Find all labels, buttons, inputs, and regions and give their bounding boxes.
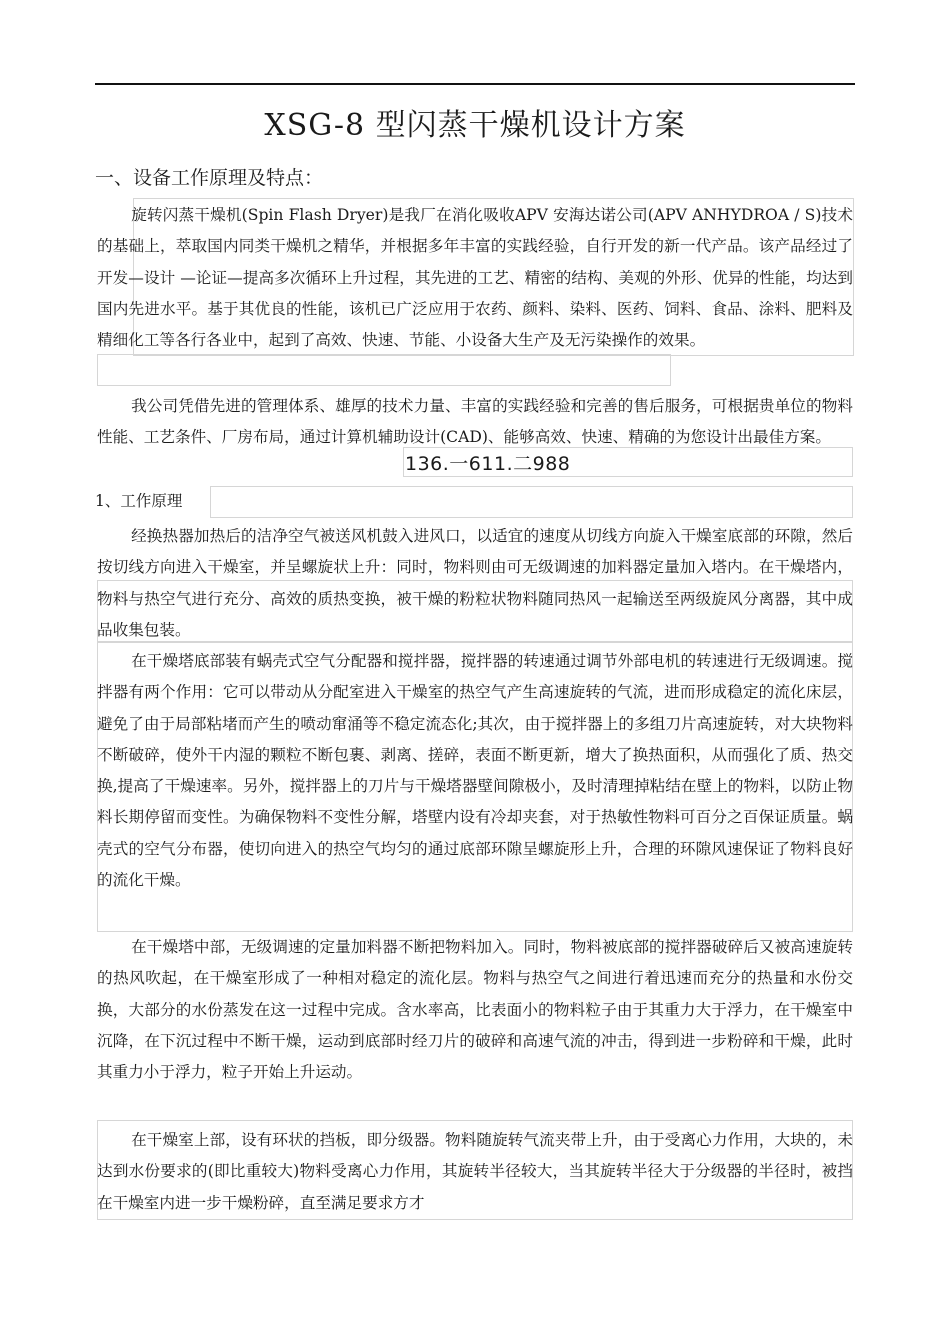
subsection-heading: 1、工作原理: [95, 492, 183, 510]
section-heading: 一、设备工作原理及特点：: [95, 167, 324, 189]
principle-paragraph-1: 经换热器加热后的洁净空气被送风机鼓入进风口，以适宜的速度从切线方向旋入干燥室底部的环隙，然后按切线方向进入干燥室，并呈螺旋状上升：同时，物料则由可无级调速的加料器定量加入塔内。在干燥塔内，物料与热空气进行充分、高效的质热变换，被干燥的粉粒状物料随同热风一起输送至两级旋风分离器，其中成品收集包装。: [97, 527, 853, 639]
principle-paragraph-3: 在干燥塔中部，无级调速的定量加料器不断把物料加入。同时，物料被底部的搅拌器破碎后又被高速旋转的热风吹起，在干燥室形成了一种相对稳定的流化层。物料与热空气之间进行着迅速而充分的热量和水份交换，大部分的水份蒸发在这一过程中完成。含水率高，比表面小的物料粒子由于其重力大于浮力，在干燥室中沉降，在下沉过程中不断干燥，运动到底部时经刀片的破碎和高速气流的冲击，得到进一步粉碎和干燥，此时其重力小于浮力，粒子开始上升运动。: [97, 938, 853, 1082]
principle-paragraph-4: 在干燥室上部，设有环状的挡板，即分级器。物料随旋转气流夹带上升，由于受离心力作用，大块的，未达到水份要求的(即比重较大)物料受离心力作用，其旋转半径较大，当其旋转半径大于分级器的半径时，被挡在干燥室内进一步干燥粉碎，直至满足要求方才: [97, 1131, 853, 1212]
document-title: XSG-8 型闪蒸干燥机设计方案: [264, 108, 686, 143]
text-frame: [210, 486, 853, 518]
intro-paragraph-2: 我公司凭借先进的管理体系、雄厚的技术力量、丰富的实践经验和完善的售后服务，可根据贵单位的物料性能、工艺条件、厂房布局，通过计算机辅助设计(CAD)、能够高效、快速、精确的为您设计出最佳方案。: [97, 397, 853, 447]
principle-paragraph-2: 在干燥塔底部装有蜗壳式空气分配器和搅拌器，搅拌器的转速通过调节外部电机的转速进行无级调速。搅拌器有两个作用：它可以带动从分配室进入干燥室的热空气产生高速旋转的气流，进而形成稳定的流化床层，避免了由于局部粘堵而产生的喷动窜涌等不稳定流态化;其次，由于搅拌器上的多组刀片高速旋转，对大块物料不断破碎，使外干内湿的颗粒不断包裹、剥离、搓碎，表面不断更新，增大了换热面积，从而强化了质、热交换,提高了干燥速率。另外，搅拌器上的刀片与干燥塔器壁间隙极小，及时清理掉粘结在壁上的物料，以防止物料长期停留而变性。为确保物料不变性分解，塔壁内设有冷却夹套，对于热敏性物料可百分之百保证质量。蜗壳式的空气分布器，使切向进入的热空气均匀的通过底部环隙呈螺旋形上升，合理的环隙风速保证了物料良好的流化干燥。: [97, 652, 853, 890]
intro-paragraph-1: 旋转闪蒸干燥机(Spin Flash Dryer)是我厂在消化吸收APV 安海达诺公司(APV ANHYDROA / S)技术的基础上，萃取国内同类干燥机之精华，并根据多年丰富的实践经验，自行开发的新一代产品。该产品经过了开发—设计 —论证—提高多次循环上升过程，其先进的工艺、精密的结构、美观的外形、优异的性能，均达到国内先进水平。基于其优良的性能，该机已广泛应用于农药、颜料、染料、医药、饲料、食品、涂料、肥料及精细化工等各行各业中，起到了高效、快速、节能、小设备大生产及无污染操作的效果。: [97, 206, 853, 350]
phone-number: 136.一611.二988: [405, 453, 571, 475]
text-frame: [97, 354, 671, 386]
header-rule: [95, 83, 855, 85]
